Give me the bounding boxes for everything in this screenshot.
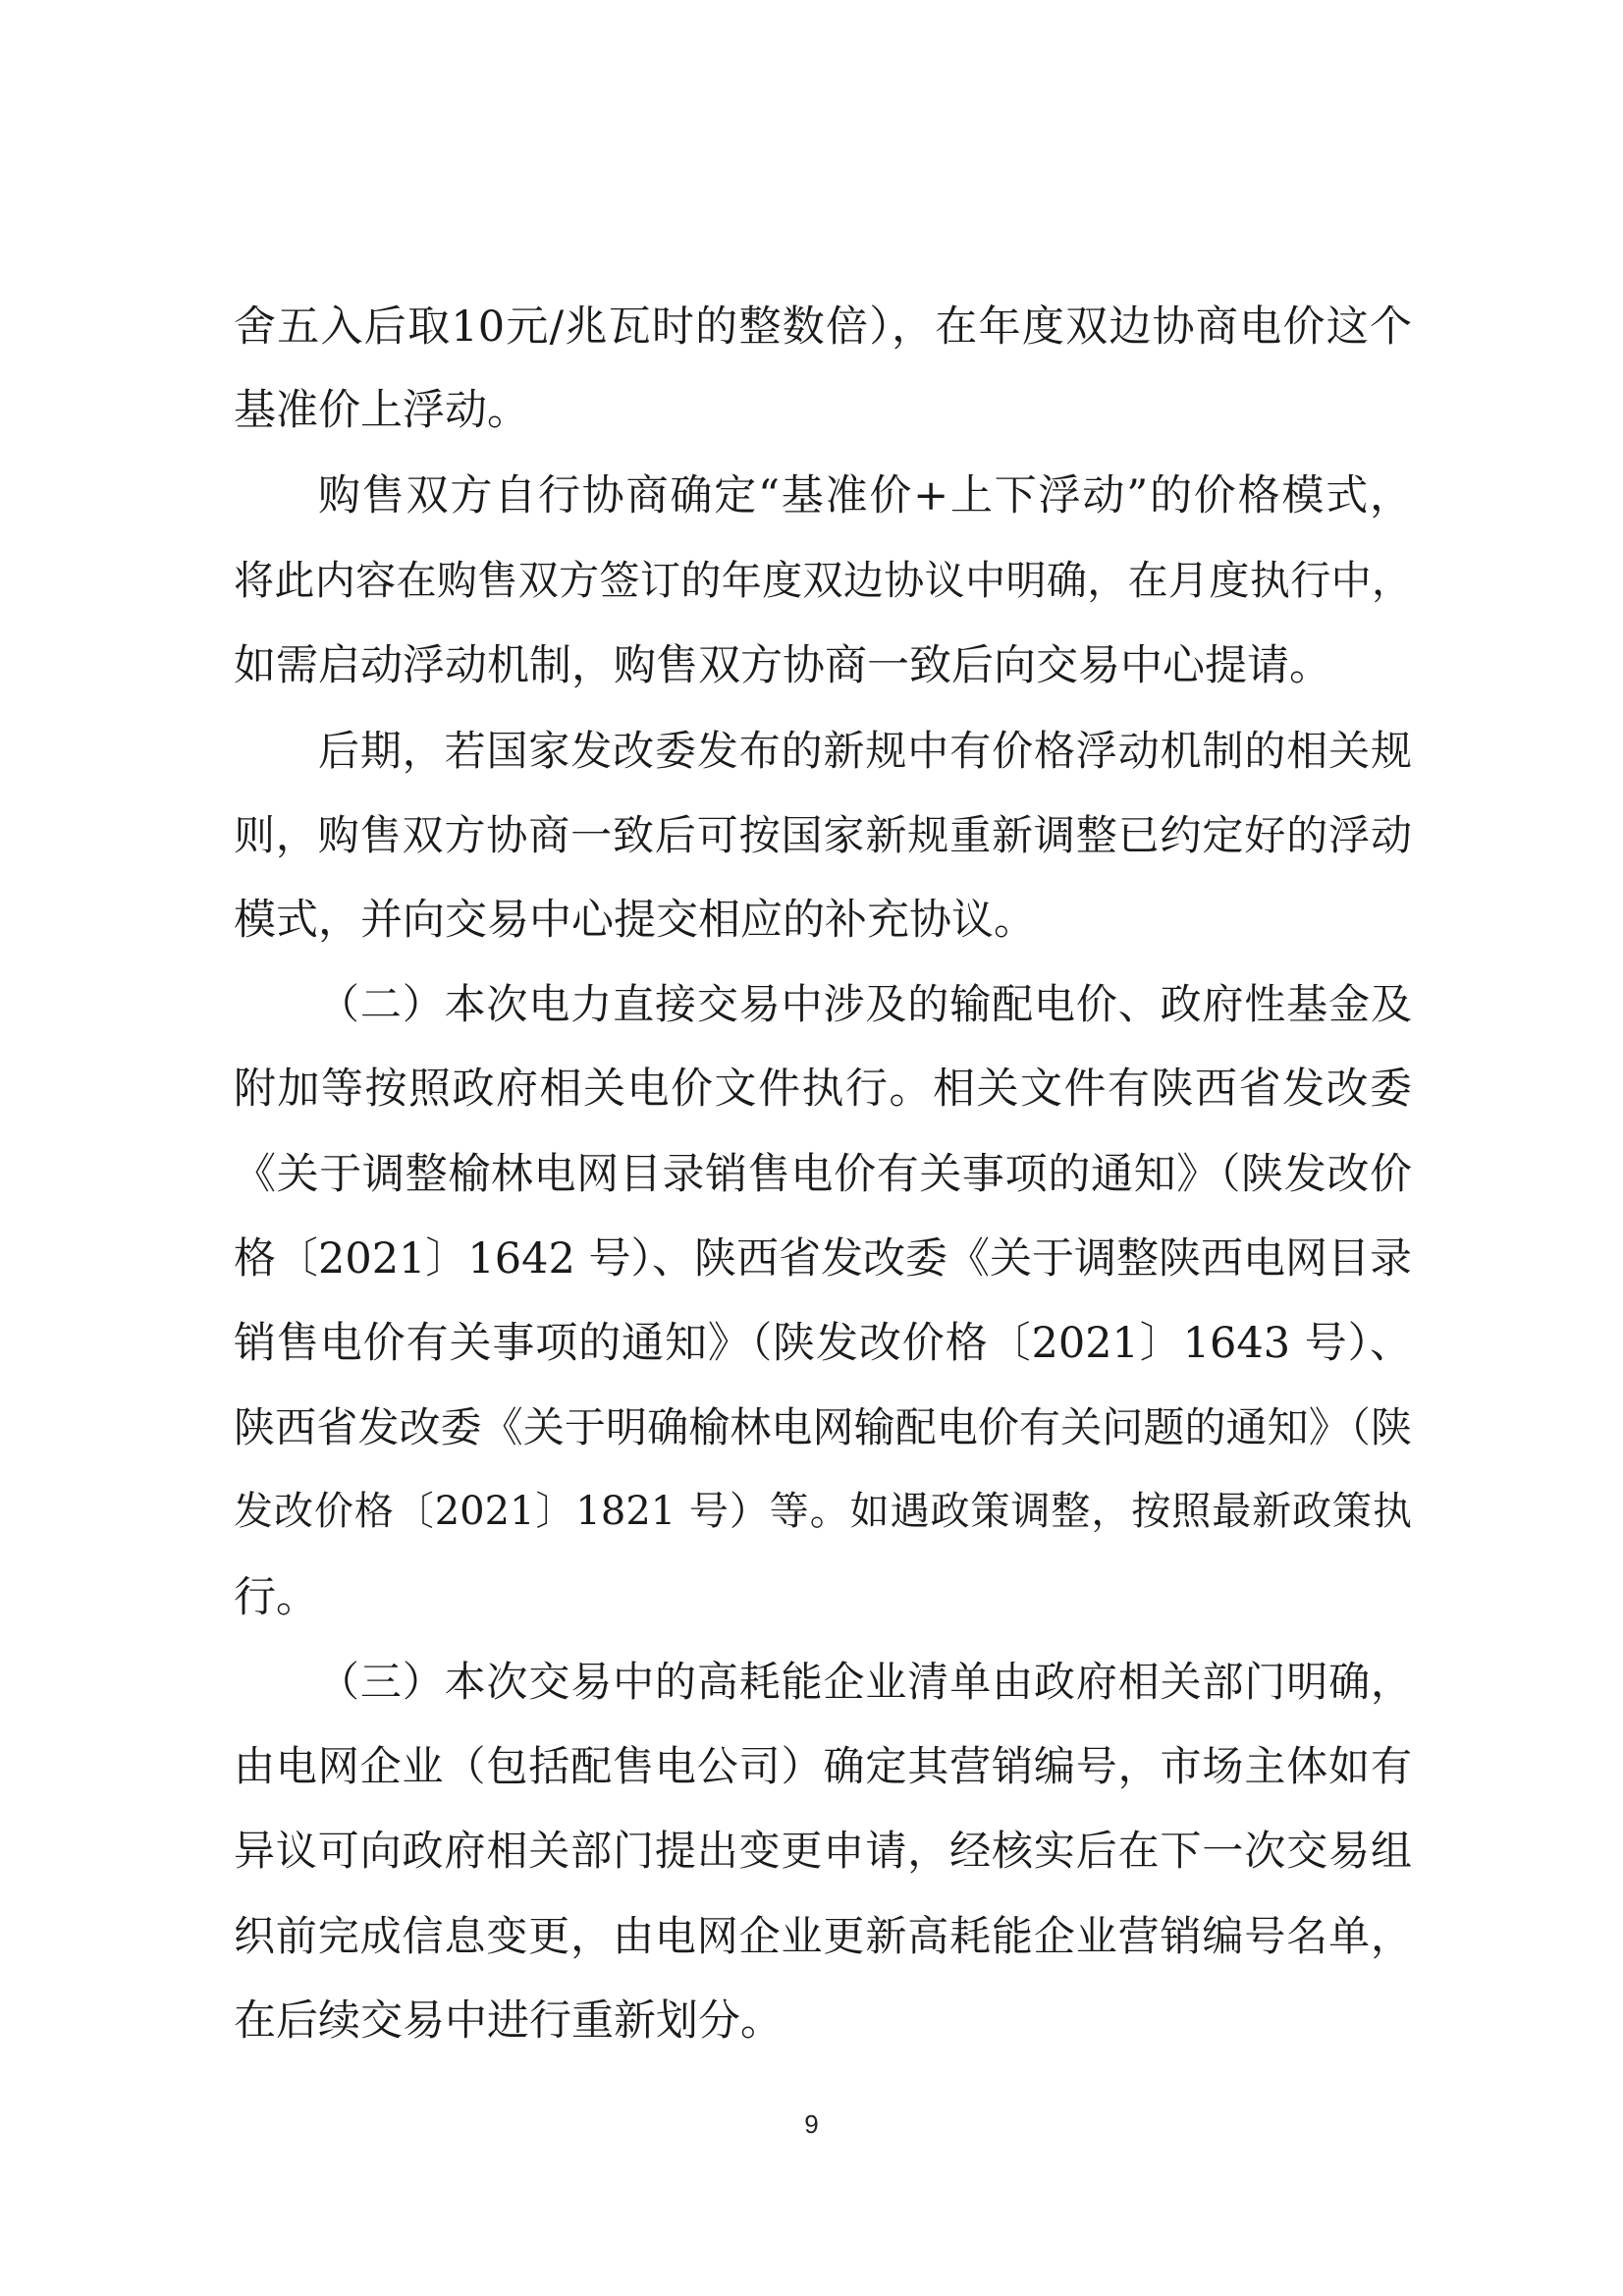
text-line-9: （二）本次电力直接交易中涉及的输配电价、政府性基金及 — [318, 980, 1412, 1028]
text-line-1: 舍五入后取10元/兆瓦时的整数倍），在年度双边协商电价这个 — [234, 302, 1412, 352]
text-line-5: 如需启动浮动机制，购售双方协商一致后向交易中心提请。 — [234, 641, 1331, 690]
text-line-8: 模式，并向交易中心提交相应的补充协议。 — [234, 896, 1036, 945]
text-line-12: 格〔2021〕1642 号）、陕西省发改委《关于调整陕西电网目录 — [234, 1234, 1413, 1284]
text-line-20: 织前完成信息变更，由电网企业更新高耗能企业营销编号名单， — [234, 1912, 1412, 1960]
text-line-17: （三）本次交易中的高耗能企业清单由政府相关部门明确， — [318, 1658, 1412, 1706]
text-line-11: 《关于调整榆林电网目录销售电价有关事项的通知》（陕发改价 — [234, 1150, 1412, 1199]
text-line-10: 附加等按照政府相关电价文件执行。相关文件有陕西省发改委 — [234, 1065, 1412, 1114]
text-line-19: 异议可向政府相关部门提出变更申请，经核实后在下一次交易组 — [234, 1827, 1412, 1875]
text-line-6: 后期，若国家发改委发布的新规中有价格浮动机制的相关规 — [318, 727, 1412, 775]
text-line-2: 基准价上浮动。 — [234, 386, 529, 435]
text-line-13: 销售电价有关事项的通知》（陕发改价格〔2021〕1643 号）、 — [234, 1319, 1412, 1368]
page-number: 9 — [804, 2109, 819, 2139]
text-line-16: 行。 — [234, 1573, 318, 1622]
text-line-21: 在后续交易中进行重新划分。 — [234, 1996, 783, 2046]
text-line-18: 由电网企业（包括配售电公司）确定其营销编号，市场主体如有 — [234, 1742, 1412, 1790]
text-line-14: 陕西省发改委《关于明确榆林电网输配电价有关问题的通知》（陕 — [234, 1403, 1412, 1451]
text-line-15: 发改价格〔2021〕1821 号）等。如遇政策调整，按照最新政策执 — [234, 1489, 1412, 1534]
text-line-4: 将此内容在购售双方签订的年度双边协议中明确，在月度执行中， — [234, 557, 1412, 604]
text-line-3: 购售双方自行协商确定“基准价+上下浮动”的价格模式， — [318, 471, 1412, 520]
text-line-7: 则，购售双方协商一致后可按国家新规重新调整已约定好的浮动 — [234, 811, 1412, 859]
